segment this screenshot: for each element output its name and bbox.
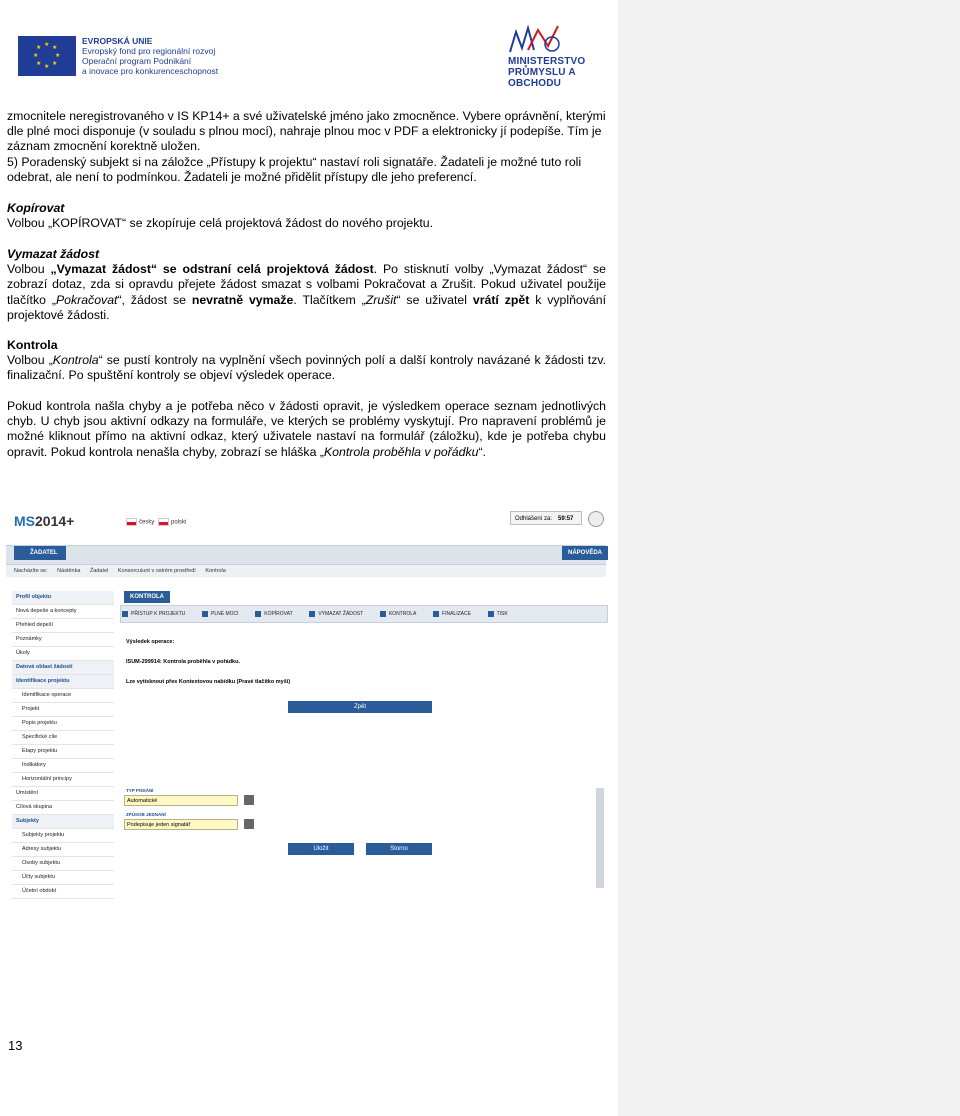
tab-kontrola[interactable]: KONTROLA: [124, 591, 170, 603]
menu-item[interactable]: Umístění: [12, 787, 114, 801]
lang-czech[interactable]: česky: [126, 518, 154, 526]
menu-item[interactable]: Identifikace projektu: [12, 675, 114, 689]
toolbar-tisk[interactable]: TISK: [487, 606, 508, 622]
menu-item[interactable]: Identifikace operace: [12, 689, 114, 703]
side-menu: [12, 591, 114, 894]
czech-flag-icon: [126, 518, 137, 526]
zpusob-jednani-field[interactable]: Podepisuje jeden signatář: [124, 819, 238, 830]
menu-item[interactable]: Přehled depeší: [12, 619, 114, 633]
breadcrumb-item[interactable]: Nástěnka: [57, 568, 81, 574]
paragraph: [7, 399, 606, 460]
paragraph-text: Volbou „KOPÍROVAT“ se zkopíruje celá projektová žádost do nového projektu.: [7, 216, 434, 231]
page-number: 13: [8, 1038, 23, 1053]
result-hint: Lze vytisknout přes Kontextovou nabídku (Pravé tlačítko myši): [126, 679, 291, 685]
breadcrumb: [6, 565, 606, 577]
paragraph: [7, 155, 606, 185]
result-message: ISUM-299914: Kontrola proběhla v pořádku.: [126, 659, 240, 665]
polish-flag-icon: [158, 518, 169, 526]
paragraph-text: 5) Poradenský subjekt si na záložce „Přístupy k projektu“ nastaví roli signatáře. Žadateli je možné tuto roli odebrat, ale není to podmínkou. Žadateli je možné přidělit přístupy dle jeho preferencí.: [7, 155, 582, 185]
menu-item[interactable]: Osoby subjektu: [12, 857, 114, 871]
menu-item[interactable]: Datová oblast žádosti: [12, 661, 114, 675]
paragraph: [7, 109, 606, 155]
breadcrumb-label: Nacházíte se:: [14, 568, 48, 574]
toolbar-kopirovat[interactable]: KOPÍROVAT: [254, 606, 292, 622]
scrollbar[interactable]: [596, 788, 604, 888]
menu-item[interactable]: Popis projektu: [12, 717, 114, 731]
menu-item[interactable]: Projekt: [12, 703, 114, 717]
toolbar-vymazat[interactable]: VYMAZAT ŽÁDOST: [308, 606, 363, 622]
menu-item[interactable]: Poznámky: [12, 633, 114, 647]
margin-sidebar: [618, 0, 960, 1116]
field-label: ZPŮSOB JEDNÁNÍ: [126, 812, 166, 817]
mpo-emblem-icon: [508, 24, 568, 56]
ulozit-button[interactable]: Uložit: [288, 843, 354, 855]
paragraph-text: zmocnitele neregistrovaného v IS KP14+ a své uživatelské jméno jako zmocněnce. Vybere oprávnění, kterými dle plné moci disponuje (v souladu s plnou mocí), nahraje plnou moc v PDF a elektronicky jí podepíše. Tím je záznam zmocnění korektně uložen.: [7, 109, 606, 154]
field-label: TYP PODÁNÍ: [126, 788, 154, 793]
main-content: [120, 591, 606, 891]
mpo-logo-line: PRŮMYSLU A OBCHODU: [508, 67, 576, 89]
menu-item[interactable]: Nová depeše a koncepty: [12, 605, 114, 619]
eu-logo: [18, 36, 218, 76]
app-header: [6, 503, 606, 543]
menu-item[interactable]: Indikátory: [12, 759, 114, 773]
breadcrumb-item[interactable]: Konsorcuiunt v ostrém prostředí: [117, 568, 196, 574]
menu-item[interactable]: Cílová skupina: [12, 801, 114, 815]
eu-logo-line: Operační program Podnikání: [82, 56, 192, 66]
napoveda-button[interactable]: NÁPOVĚDA: [562, 546, 608, 560]
menu-item[interactable]: Úkoly: [12, 647, 114, 661]
section-vymazat: [7, 247, 606, 323]
toolbar-plne-moci[interactable]: PLNÉ MOCI: [201, 606, 239, 622]
lang-polish[interactable]: polski: [158, 518, 186, 526]
eu-logo-line: a inovace pro konkurenceschopnost: [82, 66, 219, 76]
zpet-button[interactable]: Zpět: [288, 701, 432, 713]
storno-button[interactable]: Storno: [366, 843, 432, 855]
section-kontrola: [7, 338, 606, 384]
eu-flag-icon: ★ ★ ★ ★ ★ ★ ★ ★: [18, 36, 76, 76]
menu-item[interactable]: Účty subjektu: [12, 871, 114, 885]
list-icon[interactable]: [244, 795, 254, 805]
section-heading: Kontrola: [7, 338, 58, 352]
eu-logo-line: Evropský fond pro regionální rozvoj: [82, 46, 216, 56]
menu-item[interactable]: Subjekty: [12, 815, 114, 829]
breadcrumb-item[interactable]: Kontrola: [205, 568, 226, 574]
paragraph-text: Volbou „Vymazat žádost“ se odstraní celá projektová žádost. Po stisknutí volby „Vymazat žádost“ se zobrazí dotaz, zda si opravdu přejete žádost smazat s volbami Pokračovat a Zrušit. Pokud uživatel použije tlačítko „Pokračovat“, žádost se nevratně vymaže. Tlačítkem „Zrušit“ se uživatel vrátí zpět k vyplňování projektové žádosti.: [7, 262, 607, 322]
result-label: Výsledek operace:: [126, 639, 175, 645]
section-kopirovat: [7, 201, 606, 231]
paragraph-text: Volbou „Kontrola“ se pustí kontroly na vyplnění všech povinných polí a další kontroly navázané k žádosti tzv. finalizační. Po spuštění kontroly se objeví výsledek operace.: [7, 353, 606, 383]
section-heading: Kopírovat: [7, 201, 65, 215]
power-icon[interactable]: [588, 511, 604, 527]
menu-item[interactable]: Specifické cíle: [12, 731, 114, 745]
mpo-logo: [508, 24, 620, 89]
toolbar: [120, 605, 608, 623]
toolbar-kontrola[interactable]: KONTROLA: [379, 606, 417, 622]
section-heading: Vymazat žádost: [7, 247, 100, 261]
ms2014-logo: MS2014+: [14, 513, 75, 529]
mpo-logo-line: MINISTERSTVO: [508, 56, 586, 67]
logout-timer: Odhlášení za: 59:57: [510, 511, 582, 525]
eu-logo-line: EVROPSKÁ UNIE: [82, 36, 153, 46]
typ-podani-field[interactable]: Automatické: [124, 795, 238, 806]
zadatel-button[interactable]: ŽADATEL: [14, 546, 66, 560]
toolbar-finalizace[interactable]: FINALIZACE: [432, 606, 471, 622]
menu-item[interactable]: Etapy projektu: [12, 745, 114, 759]
menu-item[interactable]: Adresy subjektu: [12, 843, 114, 857]
menu-item[interactable]: Účetní období: [12, 885, 114, 899]
menu-item[interactable]: Subjekty projektu: [12, 829, 114, 843]
breadcrumb-item[interactable]: Žadatel: [89, 568, 109, 574]
menu-item[interactable]: Profil objektu: [12, 591, 114, 605]
paragraph-text: Pokud kontrola našla chyby a je potřeba něco v žádosti opravit, je výsledkem operace seznam jednotlivých chyb. U chyb jsou aktivní odkazy na formuláře, ve kterých se problémy vyskytují. Pro napravení problémů je možné kliknout přímo na aktivní odkaz, který uživatele nastaví na formulář (záložku), kde je potřeba chybu opravit. Pokud kontrola nenašla chyby, zobrazí se hláška „Kontrola proběhla v pořádku“.: [7, 399, 606, 459]
menu-item[interactable]: Horizontální principy: [12, 773, 114, 787]
top-nav-bar: [6, 545, 606, 565]
list-icon[interactable]: [244, 819, 254, 829]
app-screenshot: [6, 503, 606, 894]
toolbar-pristup[interactable]: PŘÍSTUP K PROJEKTU: [121, 606, 185, 622]
